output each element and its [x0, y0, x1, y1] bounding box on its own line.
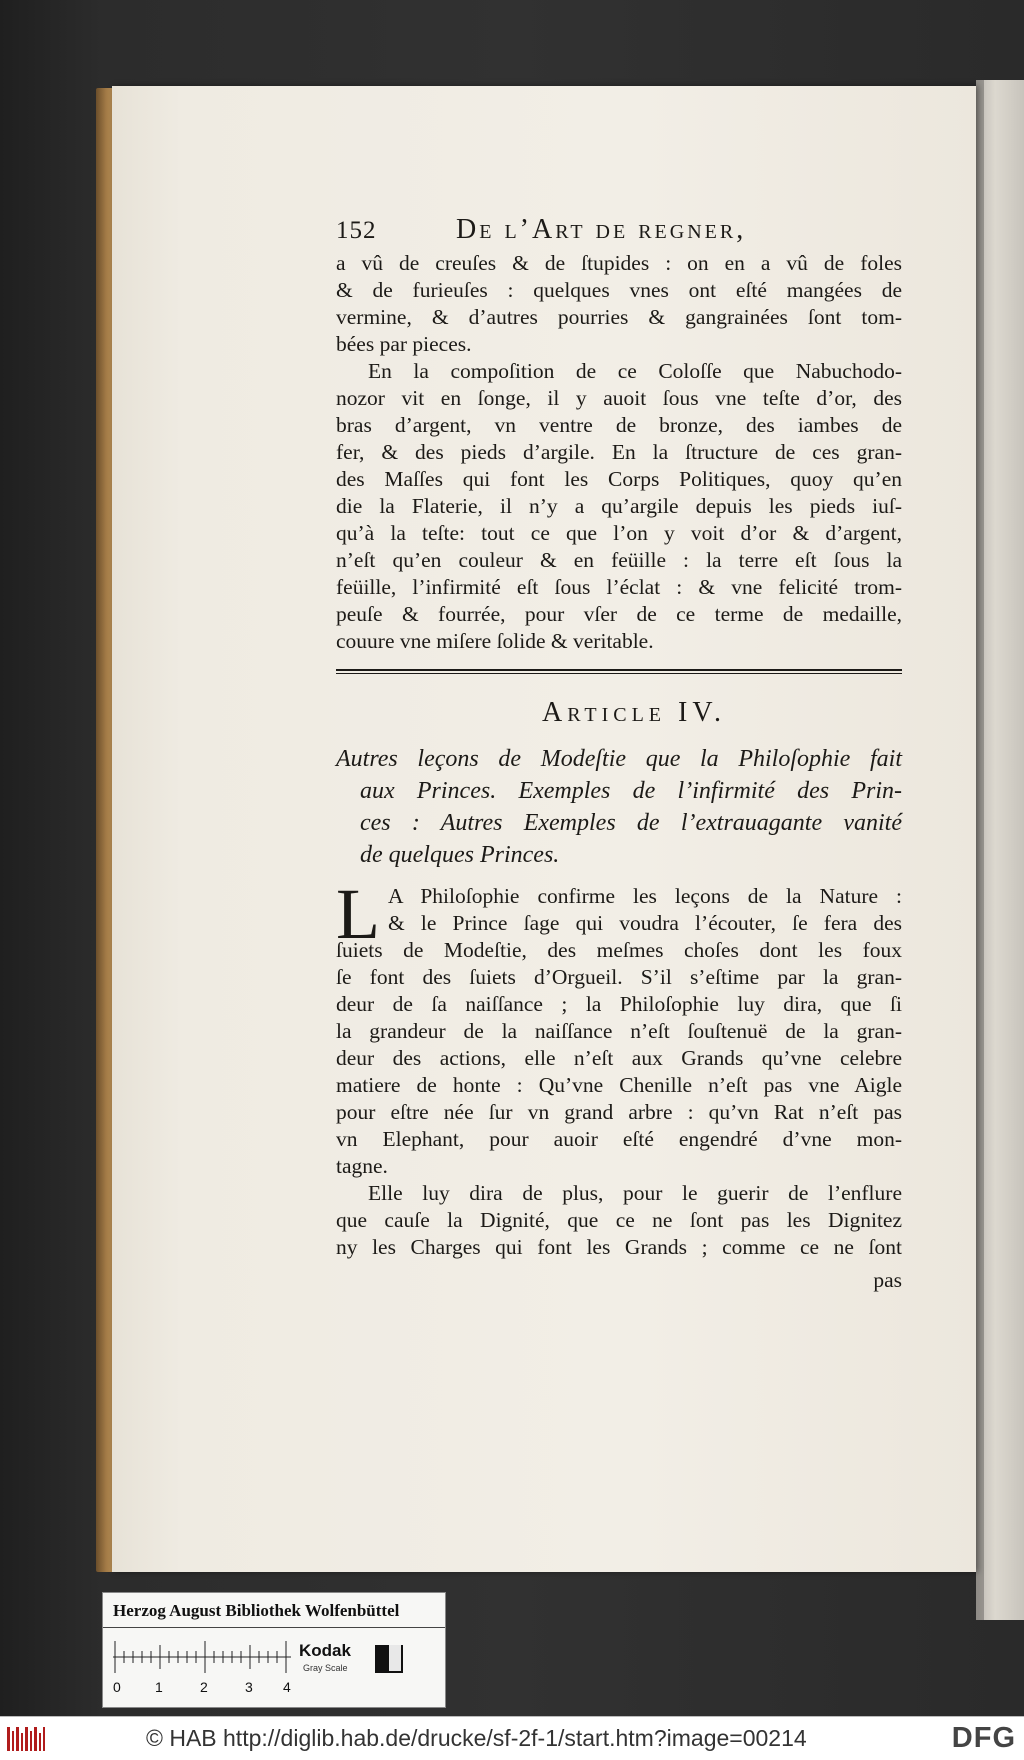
- summary-line: de quelques Princes.: [360, 842, 560, 868]
- text-line: En la compoſition de ce Coloſſe que Nabuchodo-: [368, 359, 902, 383]
- text-line: a vû de creuſes & de ſtupides : on en a vû de foles: [336, 251, 902, 275]
- article-heading: Article IV.: [542, 697, 726, 728]
- ruler-label: 1: [155, 1679, 163, 1695]
- ruler-label: 2: [200, 1679, 208, 1695]
- text-line: que cauſe la Dignité, que ce ne ſont pas les Dignitez: [336, 1208, 902, 1232]
- text-line: feüille, l’infirmité eſt ſous l’éclat : & vne felicité trom-: [336, 575, 902, 599]
- ruler-label: 0: [113, 1679, 121, 1695]
- text-line: & le Prince ſage qui voudra l’écouter, ſe fera des: [388, 911, 902, 935]
- paragraph-2: [336, 358, 902, 655]
- card-title: Herzog August Bibliothek Wolfenbüttel: [113, 1601, 400, 1620]
- kodak-subtitle: Gray Scale: [303, 1663, 348, 1673]
- divider-rule-thick: [336, 669, 902, 671]
- text-line: die la Flaterie, il n’y a qu’argile depuis les pieds iuſ-: [336, 494, 902, 518]
- text-line: A Philoſophie confirme les leçons de la Nature :: [388, 884, 902, 908]
- hab-logo-icon: [6, 1725, 46, 1753]
- text-line: fer, & des pieds d’argile. En la ſtructure de ces gran-: [336, 440, 902, 464]
- text-line: deur de ſa naiſſance ; la Philoſophie luy dira, que ſi: [336, 992, 902, 1016]
- text-line: matiere de honte : Qu’vne Chenille n’eſt pas vne Aigle: [336, 1073, 902, 1097]
- text-line: pour eſtre née ſur vn grand arbre : qu’vn Rat n’eſt pas: [336, 1100, 902, 1124]
- text-line: couure vne miſere ſolide & veritable.: [336, 629, 654, 653]
- text-line: bées par pieces.: [336, 332, 472, 356]
- text-line: vn Elephant, pour auoir eſté engendré d’vne mon-: [336, 1127, 902, 1151]
- text-line: Elle luy dira de plus, pour le guerir de l’enflure: [368, 1181, 902, 1205]
- footer-url-text[interactable]: © HAB http://diglib.hab.de/drucke/sf-2f-1/start.htm?image=00214: [146, 1725, 807, 1751]
- divider-rule-thin: [336, 673, 902, 674]
- text-line: vermine, & d’autres pourries & gangrainées ſont tom-: [336, 305, 902, 329]
- running-head: [336, 214, 902, 250]
- summary-line: Autres leçons de Modeſtie que la Philoſophie fait: [336, 746, 902, 772]
- text-line: deur des actions, elle n’eſt aux Grands qu’vne celebre: [336, 1046, 902, 1070]
- page-text-block: [336, 214, 902, 1295]
- paragraph-1: [336, 250, 902, 358]
- text-line: bras d’argent, vn ventre de bronze, des iambes de: [336, 413, 902, 437]
- kodak-logo: Kodak: [299, 1641, 351, 1660]
- summary-line: ces : Autres Exemples de l’extrauagante vanité: [360, 810, 902, 836]
- text-line: ſuiets de Modeſtie, des meſmes choſes dont les foux: [336, 938, 902, 962]
- article-body: [336, 874, 902, 1295]
- drop-cap: L: [336, 874, 380, 954]
- ruler-scale: [113, 1637, 293, 1677]
- color-calibration-card: [102, 1592, 446, 1708]
- text-line: n’eſt qu’en couleur & en feüille : la terre eſt ſous la: [336, 548, 902, 572]
- text-line: nozor vit en ſonge, il y auoit ſous vne teſte d’or, des: [336, 386, 902, 410]
- text-line: ny les Charges qui font les Grands ; comme ce ne ſont: [336, 1235, 902, 1259]
- ruler-label: 3: [245, 1679, 253, 1695]
- section-divider: [336, 669, 902, 677]
- text-line: tagne.: [336, 1154, 388, 1178]
- article-summary: [336, 743, 902, 871]
- text-line: & de furieuſes : quelques vnes ont eſté mangées de: [336, 278, 902, 302]
- running-head-title: De l’Art de regner,: [456, 214, 747, 245]
- text-line: des Maſſes qui font les Corps Politiques, quoy qu’en: [336, 467, 902, 491]
- card-divider: [103, 1627, 445, 1628]
- footer-bar: [0, 1716, 1024, 1760]
- gray-swatch-light: [389, 1645, 401, 1671]
- text-line: ſe font des ſuiets d’Orgueil. S’il s’eſtime par la gran-: [336, 965, 902, 989]
- gutter-shadow: [976, 80, 984, 1620]
- summary-line: aux Princes. Exemples de l’infirmité des Prin-: [360, 778, 902, 804]
- ruler-label: 4: [283, 1679, 291, 1695]
- page-number: 152: [336, 217, 377, 244]
- catchword: pas: [873, 1268, 902, 1292]
- dfg-logo: DFG: [951, 1722, 1016, 1754]
- text-line: la grandeur de la naiſſance n’eſt ſouſtenuë de la gran-: [336, 1019, 902, 1043]
- text-line: peuſe & fourrée, pour vſer de ce terme de medaille,: [336, 602, 902, 626]
- text-line: qu’à la teſte: tout ce que l’on y voit d’or & d’argent,: [336, 521, 902, 545]
